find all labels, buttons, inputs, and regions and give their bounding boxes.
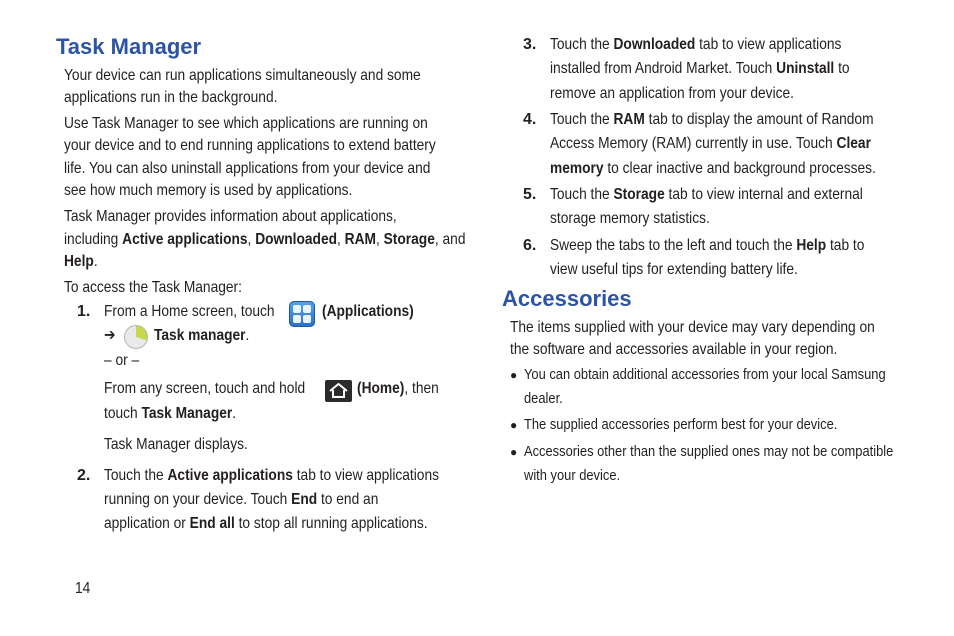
bullet-icon: ● xyxy=(510,418,518,432)
paragraph-line: Task Manager provides information about applications, xyxy=(64,208,397,225)
step-number: 1. xyxy=(77,303,91,320)
step-text: installed from Android Market. Touch Uninstall to xyxy=(550,60,850,77)
paragraph-line: Use Task Manager to see which applications are running on xyxy=(64,115,428,132)
bullet-text: You can obtain additional accessories from your local Samsung xyxy=(524,366,886,383)
bullet-text: with your device. xyxy=(524,467,621,484)
task-manager-icon xyxy=(124,325,148,349)
step-text: memory to clear inactive and background processes. xyxy=(550,160,876,177)
page-number: 14 xyxy=(75,580,91,597)
step-number: 3. xyxy=(523,36,537,53)
step-text: Touch the RAM tab to display the amount of Random xyxy=(550,111,874,128)
section-title-accessories: Accessories xyxy=(502,286,632,311)
step-text: touch Task Manager. xyxy=(104,405,237,422)
step-text: Access Memory (RAM) currently in use. Touch Clear xyxy=(550,135,871,152)
paragraph-line: Your device can run applications simultaneously and some xyxy=(64,67,421,84)
paragraph-line: life. You can also uninstall applications from your device and xyxy=(64,160,431,177)
paragraph-line: see how much memory is used by applications. xyxy=(64,182,353,199)
step-text: From any screen, touch and hold xyxy=(104,380,306,397)
step-text: Touch the Storage tab to view internal and external xyxy=(550,186,863,203)
bullet-icon: ● xyxy=(510,368,518,382)
arrow-icon: ➔ xyxy=(104,327,116,344)
step-text: Touch the Active applications tab to view applications xyxy=(104,467,439,484)
paragraph-line: the software and accessories available in your region. xyxy=(510,341,838,358)
step-number: 4. xyxy=(523,111,537,128)
paragraph-line: To access the Task Manager: xyxy=(64,279,242,296)
paragraph-line: your device and to end running applications to extend battery xyxy=(64,137,436,154)
bullet-text: dealer. xyxy=(524,390,563,407)
step-text: remove an application from your device. xyxy=(550,85,794,102)
step-text: Touch the Downloaded tab to view applications xyxy=(550,36,842,53)
step-text: (Home), then xyxy=(357,380,439,397)
step-number: 6. xyxy=(523,237,537,254)
home-icon xyxy=(325,380,352,402)
step-text: Task Manager displays. xyxy=(104,436,248,453)
step-number: 2. xyxy=(77,467,91,484)
section-title-task-manager: Task Manager xyxy=(56,34,202,59)
paragraph-line: Help. xyxy=(64,253,98,270)
paragraph-line: including Active applications, Downloaded, RAM, Storage, and xyxy=(64,231,466,248)
step-number: 5. xyxy=(523,186,537,203)
bullet-text: The supplied accessories perform best for your device. xyxy=(524,416,838,433)
applications-icon xyxy=(289,301,315,327)
step-text: application or End all to stop all running applications. xyxy=(104,515,428,532)
step-text: – or – xyxy=(104,352,140,369)
paragraph-line: The items supplied with your device may vary depending on xyxy=(510,319,875,336)
step-text: Sweep the tabs to the left and touch the Help tab to xyxy=(550,237,865,254)
paragraph-line: applications run in the background. xyxy=(64,89,278,106)
bullet-text: Accessories other than the supplied ones may not be compatible xyxy=(524,443,894,460)
step-text: Task manager. xyxy=(154,327,250,344)
step-text: From a Home screen, touch xyxy=(104,303,275,320)
step-text: storage memory statistics. xyxy=(550,210,710,227)
step-text: running on your device. Touch End to end an xyxy=(104,491,379,508)
step-text: (Applications) xyxy=(322,303,414,320)
bullet-icon: ● xyxy=(510,445,518,459)
step-text: view useful tips for extending battery life. xyxy=(550,261,798,278)
